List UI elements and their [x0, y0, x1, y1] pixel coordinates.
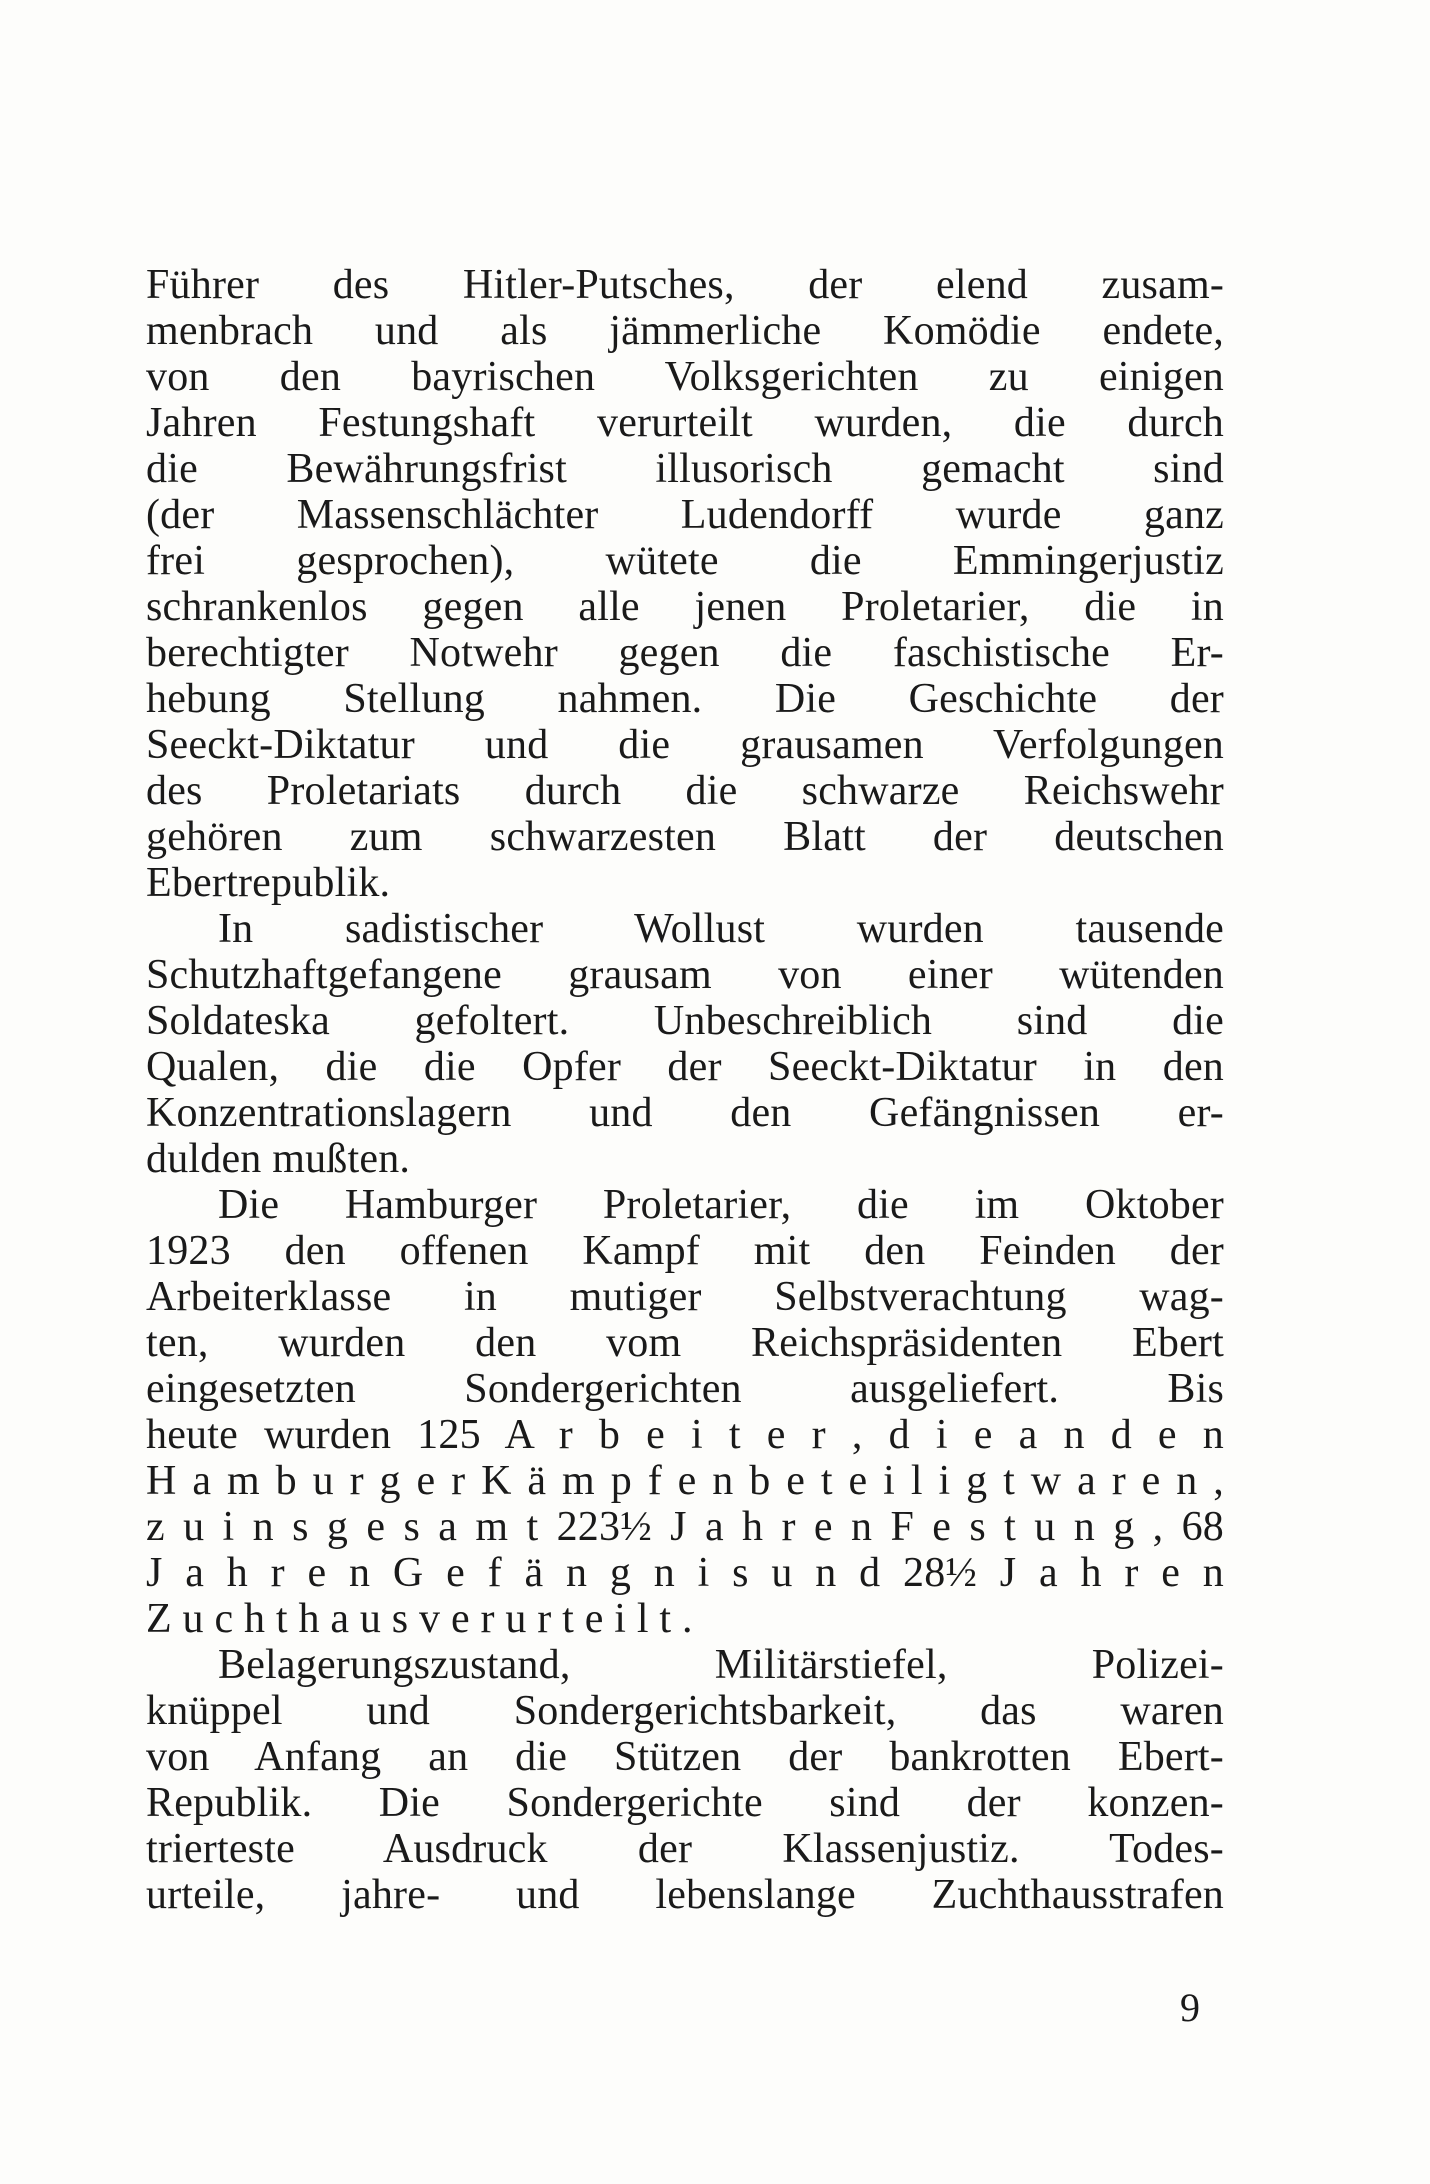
text-line: Seeckt-Diktatur und die grausamen Verfolgungen [146, 722, 1224, 768]
text-line: von den bayrischen Volksgerichten zu einigen [146, 354, 1224, 400]
text-line: Soldateska gefoltert. Unbeschreiblich sind die [146, 998, 1224, 1044]
text-line: Ebertrepublik. [146, 860, 391, 906]
text-line: 1923 den offenen Kampf mit den Feinden der [146, 1228, 1224, 1274]
text-line: gehören zum schwarzesten Blatt der deutschen [146, 814, 1224, 860]
text-line: von Anfang an die Stützen der bankrotten Ebert- [146, 1734, 1224, 1780]
text-line: Die Hamburger Proletarier, die im Oktober [218, 1182, 1224, 1228]
text-line: trierteste Ausdruck der Klassenjustiz. Todes- [146, 1826, 1224, 1872]
text-line: Z u c h t h a u s v e r u r t e i l t . [146, 1596, 693, 1642]
text-line: ten, wurden den vom Reichspräsidenten Ebert [146, 1320, 1224, 1366]
text-line: die Bewährungsfrist illusorisch gemacht sind [146, 446, 1224, 492]
text-line: Qualen, die die Opfer der Seeckt-Diktatur in den [146, 1044, 1224, 1090]
text-line: des Proletariats durch die schwarze Reichswehr [146, 768, 1224, 814]
text-line: urteile, jahre- und lebenslange Zuchthausstrafen [146, 1872, 1224, 1918]
text-line: schrankenlos gegen alle jenen Proletarier, die in [146, 584, 1224, 630]
text-line: z u i n s g e s a m t 223½ J a h r e n F e s t u n g , 68 [146, 1504, 1224, 1550]
text-line: J a h r e n G e f ä n g n i s u n d 28½ J a h r e n [146, 1550, 1224, 1596]
text-line: Konzentrationslagern und den Gefängnissen er- [146, 1090, 1224, 1136]
text-line: Arbeiterklasse in mutiger Selbstverachtung wag- [146, 1274, 1224, 1320]
text-line: Republik. Die Sondergerichte sind der konzen- [146, 1780, 1224, 1826]
text-line: Schutzhaftgefangene grausam von einer wütenden [146, 952, 1224, 998]
text-line: frei gesprochen), wütete die Emmingerjustiz [146, 538, 1224, 584]
text-line: heute wurden 125 A r b e i t e r , d i e a n d e n [146, 1412, 1224, 1458]
body-text [146, 262, 1224, 1918]
text-line: berechtigter Notwehr gegen die faschistische Er- [146, 630, 1224, 676]
page-number: 9 [1180, 1985, 1200, 2030]
text-line: (der Massenschlächter Ludendorff wurde ganz [146, 492, 1224, 538]
text-line: H a m b u r g e r K ä m p f e n b e t e i l i g t w a r e n , [146, 1458, 1224, 1504]
text-line: In sadistischer Wollust wurden tausende [218, 906, 1224, 952]
text-line: hebung Stellung nahmen. Die Geschichte der [146, 676, 1224, 722]
text-line: menbrach und als jämmerliche Komödie endete, [146, 308, 1224, 354]
text-line: knüppel und Sondergerichtsbarkeit, das waren [146, 1688, 1224, 1734]
text-line: Führer des Hitler-Putsches, der elend zusam- [146, 262, 1224, 308]
text-line: Belagerungszustand, Militärstiefel, Polizei- [218, 1642, 1224, 1688]
text-line: Jahren Festungshaft verurteilt wurden, die durch [146, 400, 1224, 446]
text-line: dulden mußten. [146, 1136, 411, 1182]
text-line: eingesetzten Sondergerichten ausgeliefert. Bis [146, 1366, 1224, 1412]
